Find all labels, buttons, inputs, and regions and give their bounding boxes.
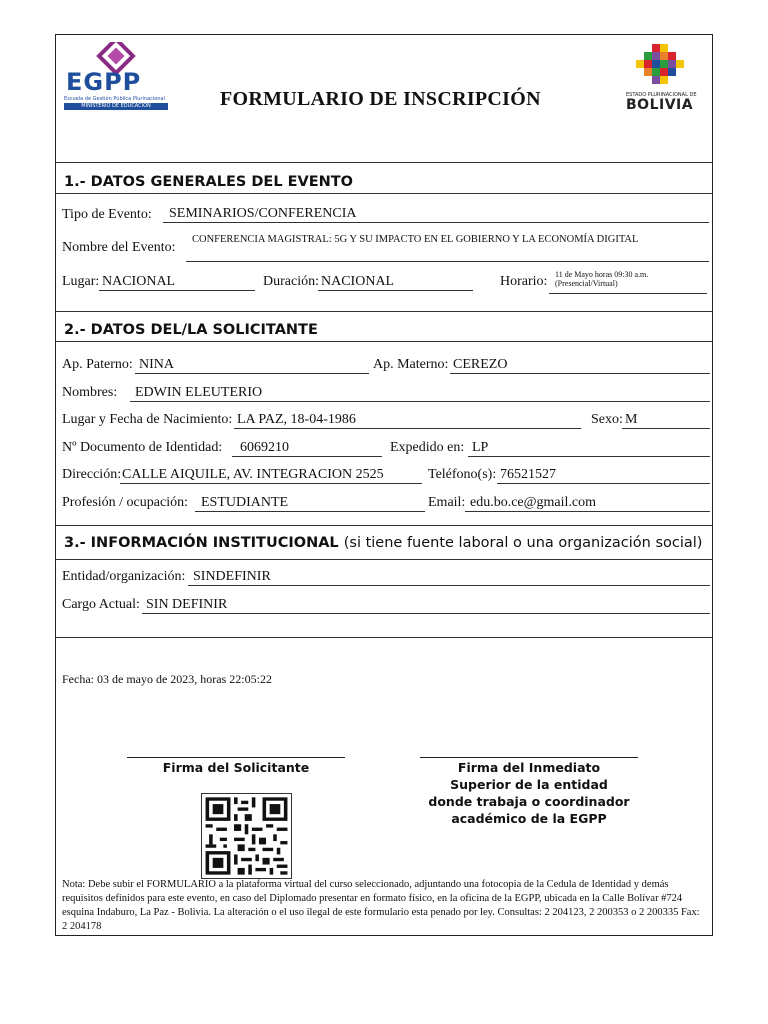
section2-heading: 2.- DATOS DEL/LA SOLICITANTE bbox=[64, 322, 318, 338]
expedido-field[interactable]: LP bbox=[468, 439, 710, 457]
firma-superior-label bbox=[410, 759, 648, 827]
qr-code-icon bbox=[202, 794, 291, 878]
sexo-label: Sexo: bbox=[591, 412, 623, 427]
horario-label: Horario: bbox=[500, 274, 548, 289]
section3-heading-title: 3.- INFORMACIÓN INSTITUCIONAL bbox=[64, 535, 339, 551]
qr-code bbox=[201, 793, 292, 879]
nombres-field[interactable]: EDWIN ELEUTERIO bbox=[130, 384, 710, 402]
divider bbox=[55, 193, 713, 194]
firma-superior-line3: donde trabaja o coordinador bbox=[428, 794, 630, 809]
email-field[interactable]: edu.bo.ce@gmail.com bbox=[465, 494, 710, 512]
ap-paterno-label: Ap. Paterno: bbox=[62, 357, 133, 372]
ap-materno-field[interactable]: CEREZO bbox=[450, 356, 710, 374]
bolivia-logo-subtitle: ESTADO PLURINACIONAL DE bbox=[626, 92, 697, 98]
direccion-field[interactable]: CALLE AIQUILE, AV. INTEGRACION 2525 bbox=[120, 466, 422, 484]
lugar-label: Lugar: bbox=[62, 274, 100, 289]
nombre-evento-label: Nombre del Evento: bbox=[62, 240, 176, 255]
divider bbox=[55, 637, 713, 638]
bolivia-emblem-icon bbox=[622, 42, 700, 90]
documento-label: Nº Documento de Identidad: bbox=[62, 440, 223, 455]
ap-paterno-field[interactable]: NINA bbox=[135, 356, 369, 374]
firma-solicitante-label: Firma del Solicitante bbox=[162, 760, 310, 775]
nacimiento-field[interactable]: LA PAZ, 18-04-1986 bbox=[234, 411, 581, 429]
duracion-field[interactable]: NACIONAL bbox=[318, 273, 473, 291]
duracion-label: Duración: bbox=[263, 274, 319, 289]
firma-superior-line1: Firma del Inmediato bbox=[457, 760, 601, 775]
divider bbox=[55, 162, 713, 163]
divider bbox=[55, 525, 713, 526]
horario-value-line2: (Presencial/Virtual) bbox=[555, 279, 618, 288]
egpp-logo-ministry: MINISTERIO DE EDUCACIÓN bbox=[64, 103, 168, 110]
firma-superior-line4: académico de la EGPP bbox=[451, 811, 607, 826]
section3-heading-note: (si tiene fuente laboral o una organización social) bbox=[343, 535, 703, 551]
bolivia-logo-text: BOLIVIA bbox=[626, 97, 694, 113]
divider bbox=[55, 559, 713, 560]
horario-field[interactable] bbox=[549, 270, 707, 294]
lugar-field[interactable]: NACIONAL bbox=[99, 273, 255, 291]
form-title: FORMULARIO DE INSCRIPCIÓN bbox=[220, 88, 541, 110]
footer-note: Nota: Debe subir el FORMULARIO a la plataforma virtual del curso seleccionado, adjuntando una fotocopia de la Cedula de Identidad y demás requisitos definidos para este evento, en caso del Diplomado presentar en formato físico, en la oficina de la EGPP, ubicada en la Calle Bolívar #724 esquina Indaburo, La Paz - Bolivia. La alteración o el uso ilegal de este formulario esta penado por ley. Consultas: 2 204123, 2 200353 o 2 200335 Fax: 2 204178 bbox=[62, 879, 700, 932]
nombre-evento-field[interactable]: CONFERENCIA MAGISTRAL: 5G Y SU IMPACTO EN EL GOBIERNO Y LA ECONOMÍA DIGITAL bbox=[186, 234, 709, 262]
fecha-text: Fecha: 03 de mayo de 2023, horas 22:05:22 bbox=[62, 672, 272, 686]
profesion-label: Profesión / ocupación: bbox=[62, 495, 188, 510]
ap-materno-label: Ap. Materno: bbox=[373, 357, 449, 372]
telefono-field[interactable]: 76521527 bbox=[497, 466, 710, 484]
documento-field[interactable]: 6069210 bbox=[232, 439, 382, 457]
divider bbox=[55, 341, 713, 342]
cargo-label: Cargo Actual: bbox=[62, 597, 140, 612]
profesion-field[interactable]: ESTUDIANTE bbox=[195, 494, 425, 512]
bolivia-logo bbox=[622, 42, 700, 112]
nombres-label: Nombres: bbox=[62, 385, 118, 400]
expedido-label: Expedido en: bbox=[390, 440, 465, 455]
entidad-label: Entidad/organización: bbox=[62, 569, 186, 584]
entidad-field[interactable]: SINDEFINIR bbox=[188, 568, 710, 586]
egpp-logo-subtitle: Escuela de Gestión Pública Plurinacional bbox=[64, 96, 165, 102]
direccion-label: Dirección: bbox=[62, 467, 122, 482]
firma-superior-line bbox=[420, 757, 638, 758]
tipo-evento-field[interactable]: SEMINARIOS/CONFERENCIA bbox=[163, 205, 709, 223]
sexo-field[interactable]: M bbox=[622, 411, 710, 429]
section1-heading: 1.- DATOS GENERALES DEL EVENTO bbox=[64, 174, 353, 190]
tipo-evento-label: Tipo de Evento: bbox=[62, 207, 152, 222]
horario-value-line1: 11 de Mayo horas 09:30 a.m. bbox=[555, 270, 649, 279]
section3-heading bbox=[64, 535, 702, 551]
firma-superior-line2: Superior de la entidad bbox=[450, 777, 608, 792]
telefono-label: Teléfono(s): bbox=[428, 467, 497, 482]
egpp-logo-text: EGPP bbox=[66, 68, 142, 96]
egpp-logo bbox=[62, 42, 174, 112]
email-label: Email: bbox=[428, 495, 466, 510]
cargo-field[interactable]: SIN DEFINIR bbox=[142, 596, 710, 614]
firma-solicitante-line bbox=[127, 757, 345, 758]
divider bbox=[55, 311, 713, 312]
nacimiento-label: Lugar y Fecha de Nacimiento: bbox=[62, 412, 233, 427]
